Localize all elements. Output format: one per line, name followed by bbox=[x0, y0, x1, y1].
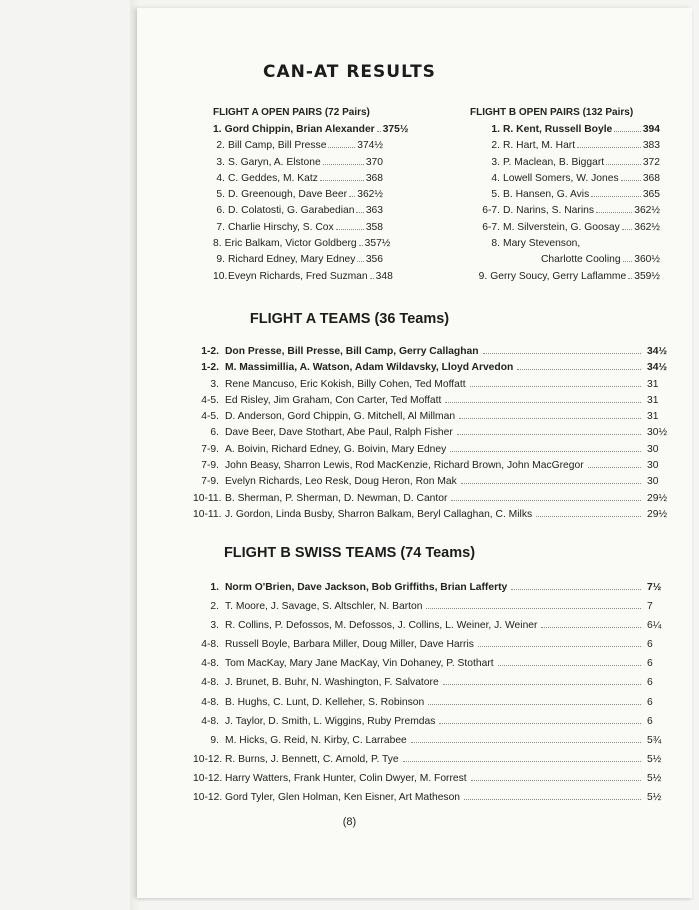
result-names: Russell Boyle, Barbara Miller, Doug Miller, Dave Harris bbox=[225, 639, 474, 651]
leader-dots bbox=[357, 261, 363, 262]
result-names: S. Garyn, A. Elstone bbox=[228, 156, 321, 168]
result-score: 394 bbox=[642, 124, 660, 135]
result-score: 374½ bbox=[357, 140, 383, 152]
result-names: D. Greenough, Dave Beer bbox=[228, 189, 348, 201]
result-rank: 3. bbox=[216, 156, 225, 168]
result-names: D. Colatosti, G. Garabedian bbox=[228, 205, 355, 217]
result-score: 31 bbox=[647, 394, 659, 406]
leader-dots bbox=[411, 742, 641, 743]
result-rank: 8. bbox=[213, 238, 222, 250]
result-score: 6 bbox=[647, 696, 653, 708]
result-names: J. Brunet, B. Buhr, N. Washington, F. Salvatore bbox=[225, 677, 439, 689]
team-result-row bbox=[193, 427, 671, 443]
leader-dots bbox=[377, 131, 381, 132]
leader-dots bbox=[478, 646, 641, 647]
leader-dots bbox=[471, 780, 641, 781]
result-score: 5½ bbox=[647, 753, 662, 765]
result-rank: 4-8. bbox=[201, 639, 219, 651]
result-score: 365 bbox=[642, 189, 660, 201]
leader-dots bbox=[606, 164, 641, 165]
result-names: A. Boivin, Richard Edney, G. Boivin, Mary Edney bbox=[225, 443, 447, 455]
result-rank: 3. bbox=[210, 378, 219, 390]
result-rank: 10-12. bbox=[193, 792, 223, 804]
result-rank: 9. bbox=[210, 734, 219, 746]
result-rank: 1-2. bbox=[201, 346, 219, 357]
result-score: 5½ bbox=[647, 772, 662, 784]
result-names: Ed Risley, Jim Graham, Con Carter, Ted Moffatt bbox=[225, 394, 442, 406]
leader-dots bbox=[439, 723, 641, 724]
team-result-row bbox=[193, 677, 671, 696]
team-result-row bbox=[193, 697, 671, 716]
leader-dots bbox=[461, 483, 641, 484]
result-names: M. Silverstein, G. Goosay bbox=[503, 221, 620, 233]
result-names: Rene Mancuso, Eric Kokish, Billy Cohen, Ted Moffatt bbox=[225, 378, 466, 390]
leader-dots bbox=[428, 704, 641, 705]
team-result-row bbox=[193, 509, 671, 525]
team-result-row bbox=[193, 735, 671, 754]
result-names: Norm O'Brien, Dave Jackson, Bob Griffiths, Brian Lafferty bbox=[225, 582, 508, 593]
pair-result-row bbox=[213, 270, 393, 287]
leader-dots bbox=[459, 418, 641, 419]
team-result-row bbox=[193, 658, 671, 677]
team-result-row bbox=[193, 379, 671, 395]
leader-dots bbox=[536, 516, 641, 517]
leader-dots bbox=[370, 278, 374, 279]
team-result-row bbox=[193, 395, 671, 411]
pair-result-row bbox=[213, 189, 383, 205]
result-score: 358 bbox=[365, 221, 383, 233]
flight-b-swiss-teams bbox=[193, 582, 671, 811]
result-names: R. Collins, P. Defossos, M. Defossos, J. Collins, L. Weiner, J. Weiner bbox=[225, 620, 538, 632]
result-score: 30 bbox=[647, 460, 659, 472]
leader-dots bbox=[614, 131, 641, 132]
result-names: Don Presse, Bill Presse, Bill Camp, Gerry Callaghan bbox=[225, 346, 479, 357]
pair-result-row bbox=[213, 173, 383, 189]
result-score: 368 bbox=[365, 172, 383, 184]
result-score: 368 bbox=[642, 172, 660, 184]
result-rank: 10-12. bbox=[193, 753, 223, 765]
result-rank: 2. bbox=[491, 140, 500, 152]
result-rank: 2. bbox=[216, 140, 225, 152]
result-names: Lowell Somers, W. Jones bbox=[503, 172, 619, 184]
team-result-row bbox=[193, 411, 671, 427]
leader-dots bbox=[445, 402, 641, 403]
flight-b-pairs-heading: FLIGHT B OPEN PAIRS (132 Pairs) bbox=[470, 107, 634, 118]
leader-dots bbox=[323, 164, 364, 165]
pair-result-row bbox=[213, 124, 409, 140]
result-names: M. Massimillia, A. Watson, Adam Wildavsky, Lloyd Arvedon bbox=[225, 362, 514, 374]
result-rank: 4-5. bbox=[201, 394, 219, 406]
result-rank: 1. bbox=[213, 124, 222, 135]
result-rank: 6. bbox=[216, 205, 225, 217]
result-score: 6¼ bbox=[647, 620, 662, 632]
result-score: 29½ bbox=[647, 492, 668, 504]
page-number: (8) bbox=[342, 816, 357, 828]
pair-result-row bbox=[470, 271, 660, 287]
flight-a-pairs bbox=[213, 107, 409, 287]
result-rank: 4-8. bbox=[201, 658, 219, 670]
flight-a-pairs-heading: FLIGHT A OPEN PAIRS (72 Pairs) bbox=[213, 107, 370, 118]
result-rank: 10-11. bbox=[193, 492, 222, 504]
result-rank: 7-9. bbox=[201, 476, 219, 488]
result-names: M. Hicks, G. Reid, N. Kirby, C. Larrabee bbox=[225, 734, 407, 746]
pair-result-row bbox=[213, 238, 391, 254]
leader-dots bbox=[464, 799, 641, 800]
team-result-row bbox=[193, 493, 671, 509]
leader-dots bbox=[328, 147, 355, 148]
result-names: Charlotte Cooling bbox=[541, 254, 621, 266]
result-score: 31 bbox=[647, 378, 659, 390]
result-score: 6 bbox=[647, 677, 653, 689]
pair-result-row bbox=[470, 189, 660, 205]
result-score: 363 bbox=[365, 205, 383, 217]
flight-a-teams bbox=[193, 346, 671, 525]
leader-dots bbox=[356, 212, 363, 213]
result-score: 6 bbox=[647, 639, 653, 651]
team-result-row bbox=[193, 460, 671, 476]
flight-b-swiss-heading: FLIGHT B SWISS TEAMS (74 Teams) bbox=[223, 545, 476, 561]
leader-dots bbox=[628, 278, 632, 279]
team-result-row bbox=[193, 582, 671, 601]
leader-dots bbox=[498, 665, 641, 666]
result-rank: 4-8. bbox=[201, 715, 219, 727]
leader-dots bbox=[450, 451, 641, 452]
result-score: 356 bbox=[365, 254, 383, 266]
result-score: 29½ bbox=[647, 508, 668, 520]
leader-dots bbox=[483, 353, 641, 354]
result-names: R. Hart, M. Hart bbox=[503, 140, 576, 152]
result-rank: 7. bbox=[216, 221, 225, 233]
result-score: 375½ bbox=[382, 124, 409, 135]
team-result-row bbox=[193, 476, 671, 492]
result-names: Tom MacKay, Mary Jane MacKay, Vin Dohaney, P. Stothart bbox=[225, 658, 494, 670]
result-rank: 9. bbox=[216, 254, 225, 266]
result-score: 383 bbox=[642, 140, 660, 152]
result-names: C. Geddes, M. Katz bbox=[228, 172, 318, 184]
leader-dots bbox=[577, 147, 641, 148]
leader-dots bbox=[457, 434, 641, 435]
result-score: 372 bbox=[642, 156, 660, 168]
result-rank: 4. bbox=[216, 172, 225, 184]
result-rank: 6-7. bbox=[482, 221, 500, 233]
result-rank: 10-12. bbox=[193, 772, 223, 784]
result-rank: 8. bbox=[491, 238, 500, 250]
result-rank: 5. bbox=[491, 189, 500, 201]
team-result-row bbox=[193, 792, 671, 811]
pair-result-row bbox=[213, 157, 383, 173]
result-score: 5½ bbox=[647, 792, 662, 804]
result-score: 30 bbox=[647, 443, 659, 455]
leader-dots bbox=[470, 386, 641, 387]
result-names: J. Gordon, Linda Busby, Sharron Balkam, Beryl Callaghan, C. Milks bbox=[225, 508, 533, 520]
team-result-row bbox=[193, 601, 671, 620]
result-score: 6 bbox=[647, 715, 653, 727]
result-rank: 4-5. bbox=[201, 411, 219, 423]
result-names: Harry Watters, Frank Hunter, Colin Dwyer, M. Forrest bbox=[225, 772, 467, 784]
team-result-row bbox=[193, 639, 671, 658]
pair-result-row bbox=[470, 140, 660, 156]
result-score: 370 bbox=[365, 156, 383, 168]
result-names: R. Burns, J. Bennett, C. Arnold, P. Tye bbox=[225, 753, 399, 765]
result-names: Charlie Hirschy, S. Cox bbox=[228, 221, 334, 233]
result-score: 34½ bbox=[647, 362, 668, 374]
result-rank: 1. bbox=[491, 124, 500, 135]
leader-dots bbox=[541, 627, 641, 628]
result-score: 30½ bbox=[647, 427, 668, 439]
leader-dots bbox=[517, 369, 641, 370]
result-names: Dave Beer, Dave Stothart, Abe Paul, Ralph Fisher bbox=[225, 427, 453, 439]
leader-dots bbox=[622, 229, 632, 230]
result-names: T. Moore, J. Savage, S. Altschler, N. Barton bbox=[225, 601, 423, 613]
leader-dots bbox=[588, 467, 641, 468]
page-title: CAN-AT RESULTS bbox=[263, 62, 436, 82]
pair-result-row bbox=[470, 254, 660, 270]
result-names: Bill Camp, Bill Presse bbox=[228, 140, 327, 152]
result-names: R. Kent, Russell Boyle bbox=[503, 124, 613, 135]
result-score: 362½ bbox=[634, 221, 660, 233]
leader-dots bbox=[426, 608, 641, 609]
team-result-row bbox=[193, 773, 671, 792]
result-rank: 7-9. bbox=[201, 443, 219, 455]
pair-result-row bbox=[470, 238, 660, 254]
team-result-row bbox=[193, 346, 671, 362]
result-rank: 10. bbox=[213, 270, 228, 282]
result-rank: 5. bbox=[216, 189, 225, 201]
result-rank: 3. bbox=[210, 620, 219, 632]
result-rank: 4-8. bbox=[201, 696, 219, 708]
result-rank: 10-11. bbox=[193, 508, 222, 520]
leader-dots bbox=[403, 761, 641, 762]
result-names: Gerry Soucy, Gerry Laflamme bbox=[490, 270, 627, 282]
pair-result-row bbox=[213, 140, 383, 156]
leader-dots bbox=[349, 196, 355, 197]
result-names: Gord Chippin, Brian Alexander bbox=[224, 124, 375, 135]
result-score: 360½ bbox=[634, 254, 660, 266]
result-score: 348 bbox=[375, 270, 393, 282]
leader-dots bbox=[623, 261, 633, 262]
pair-result-row bbox=[470, 173, 660, 189]
pair-result-row bbox=[470, 205, 660, 221]
flight-b-pairs bbox=[470, 107, 660, 287]
pair-result-row bbox=[470, 157, 660, 173]
leader-dots bbox=[621, 180, 641, 181]
leader-dots bbox=[359, 245, 363, 246]
result-names: Eveyn Richards, Fred Suzman bbox=[228, 270, 368, 282]
result-names: Mary Stevenson, bbox=[503, 238, 581, 250]
result-score: 359½ bbox=[634, 270, 660, 282]
pair-result-row bbox=[213, 222, 383, 238]
result-names: B. Hansen, G. Avis bbox=[503, 189, 590, 201]
result-score: 34½ bbox=[647, 346, 668, 357]
result-names: D. Narins, S. Narins bbox=[503, 205, 594, 217]
leader-dots bbox=[451, 500, 641, 501]
team-result-row bbox=[193, 362, 671, 378]
result-rank: 7-9. bbox=[201, 460, 219, 472]
leader-dots bbox=[336, 229, 364, 230]
result-score: 30 bbox=[647, 476, 659, 488]
result-names: Eric Balkam, Victor Goldberg bbox=[224, 238, 357, 250]
leader-dots bbox=[596, 212, 632, 213]
leader-dots bbox=[591, 196, 641, 197]
result-names: P. Maclean, B. Biggart bbox=[503, 156, 605, 168]
result-rank: 6. bbox=[210, 427, 219, 439]
result-names: J. Taylor, D. Smith, L. Wiggins, Ruby Premdas bbox=[225, 715, 436, 727]
pair-result-row bbox=[213, 254, 383, 270]
result-names: John Beasy, Sharron Lewis, Rod MacKenzie, Richard Brown, John MacGregor bbox=[225, 460, 584, 472]
result-rank: 2. bbox=[210, 601, 219, 613]
result-score: 7 bbox=[647, 601, 653, 613]
pair-result-row bbox=[470, 222, 660, 238]
result-score: 7½ bbox=[647, 582, 662, 593]
result-rank: 4-8. bbox=[201, 677, 219, 689]
result-rank: 1. bbox=[210, 582, 219, 593]
team-result-row bbox=[193, 444, 671, 460]
result-names: B. Sherman, P. Sherman, D. Newman, D. Cantor bbox=[225, 492, 448, 504]
result-names: Richard Edney, Mary Edney bbox=[228, 254, 356, 266]
result-rank: 9. bbox=[478, 270, 488, 282]
team-result-row bbox=[193, 716, 671, 735]
result-score: 6 bbox=[647, 658, 653, 670]
result-score: 31 bbox=[647, 411, 659, 423]
result-rank: 4. bbox=[491, 172, 500, 184]
team-result-row bbox=[193, 620, 671, 639]
pair-result-row bbox=[470, 124, 660, 140]
result-score: 362½ bbox=[357, 189, 383, 201]
result-names: D. Anderson, Gord Chippin, G. Mitchell, Al Millman bbox=[225, 411, 456, 423]
leader-dots bbox=[320, 180, 364, 181]
result-rank: 3. bbox=[491, 156, 500, 168]
result-names: B. Hughs, C. Lunt, D. Kelleher, S. Robinson bbox=[225, 696, 425, 708]
team-result-row bbox=[193, 754, 671, 773]
leader-dots bbox=[443, 684, 641, 685]
result-names: Evelyn Richards, Leo Resk, Doug Heron, Ron Mak bbox=[225, 476, 457, 488]
result-score: 362½ bbox=[634, 205, 660, 217]
result-score: 357½ bbox=[364, 238, 391, 250]
result-rank: 1-2. bbox=[201, 362, 219, 374]
leader-dots bbox=[511, 589, 641, 590]
result-rank: 6-7. bbox=[482, 205, 500, 217]
result-score: 5¾ bbox=[647, 734, 662, 746]
result-names: Gord Tyler, Glen Holman, Ken Eisner, Art Matheson bbox=[225, 792, 461, 804]
pair-result-row bbox=[213, 205, 383, 221]
flight-a-teams-heading: FLIGHT A TEAMS (36 Teams) bbox=[249, 311, 450, 327]
